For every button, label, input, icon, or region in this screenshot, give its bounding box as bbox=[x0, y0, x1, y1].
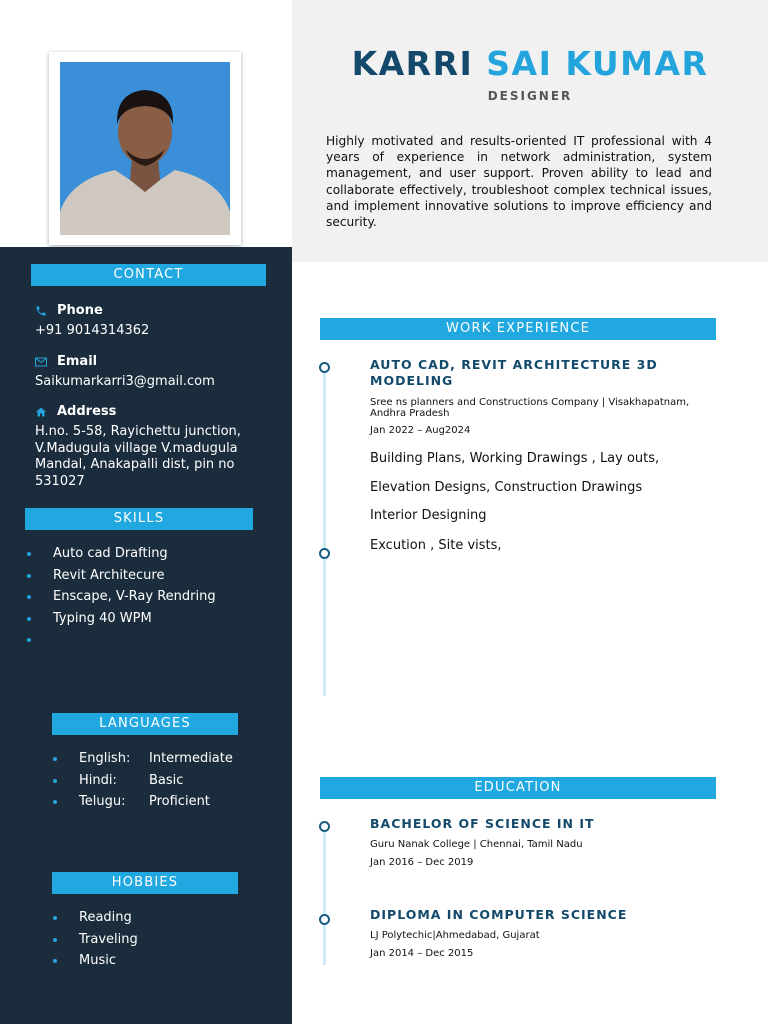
skills-list bbox=[27, 543, 216, 651]
first-name: KARRI bbox=[351, 44, 474, 83]
list-item: Auto cad Drafting bbox=[27, 543, 216, 565]
phone-label-row bbox=[35, 303, 103, 318]
timeline-dot-icon bbox=[319, 914, 330, 925]
job-duty: Interior Designing bbox=[370, 508, 487, 523]
timeline-dot-icon bbox=[319, 821, 330, 832]
education-heading: EDUCATION bbox=[320, 777, 716, 799]
list-item bbox=[27, 629, 216, 651]
bullet-icon bbox=[53, 916, 57, 920]
job-duty: Building Plans, Working Drawings , Lay outs, bbox=[370, 451, 660, 466]
education-timeline bbox=[323, 825, 326, 965]
school-location: LJ Polytechic|Ahmedabad, Gujarat bbox=[370, 930, 540, 941]
profile-photo bbox=[60, 62, 230, 235]
profile-summary: Highly motivated and results-oriented IT professional with 4 years of experience in network administration, system management, and user support. Proven ability to lead and collaborate effectively, troubleshoot complex technical issues, and implement innovative solutions to improve efficiency and security. bbox=[326, 134, 712, 230]
address-text: H.no. 5-58, Rayichettu junction, V.Madugula village V.madugula Mandal, Anakapalli dist, pin no 531027 bbox=[35, 424, 241, 489]
email-address[interactable]: Saikumarkarri3@gmail.com bbox=[35, 374, 215, 389]
bullet-icon bbox=[53, 938, 57, 942]
home-icon bbox=[35, 406, 49, 418]
work-timeline bbox=[323, 366, 326, 696]
job-duty: Excution , Site vists, bbox=[370, 538, 502, 553]
skills-heading: SKILLS bbox=[25, 508, 253, 530]
degree-title: DIPLOMA IN COMPUTER SCIENCE bbox=[370, 907, 628, 922]
languages-heading: LANGUAGES bbox=[52, 713, 238, 735]
job-dates: Jan 2022 – Aug2024 bbox=[370, 425, 471, 436]
bullet-icon bbox=[53, 779, 57, 783]
list-item: Typing 40 WPM bbox=[27, 608, 216, 630]
list-item: Revit Architecure bbox=[27, 565, 216, 587]
bullet-icon bbox=[27, 595, 31, 599]
full-name bbox=[292, 44, 768, 83]
profile-photo-frame bbox=[49, 52, 241, 245]
address-container bbox=[35, 424, 285, 489]
last-name: SAI KUMAR bbox=[486, 44, 709, 83]
phone-icon bbox=[35, 305, 49, 317]
bullet-icon bbox=[27, 552, 31, 556]
phone-number[interactable]: +91 9014314362 bbox=[35, 323, 150, 338]
timeline-dot-icon bbox=[319, 362, 330, 373]
bullet-icon bbox=[27, 617, 31, 621]
job-duty: Elevation Designs, Construction Drawings bbox=[370, 480, 643, 495]
person-portrait-icon bbox=[60, 62, 230, 235]
list-item: Reading bbox=[53, 907, 138, 929]
list-item: Hindi: Basic bbox=[53, 770, 233, 792]
bullet-icon bbox=[27, 574, 31, 578]
list-item: Telugu: Proficient bbox=[53, 791, 233, 813]
company-location: Sree ns planners and Constructions Company | Visakhapatnam, Andhra Pradesh bbox=[370, 397, 690, 419]
bullet-icon bbox=[53, 800, 57, 804]
work-experience-heading: WORK EXPERIENCE bbox=[320, 318, 716, 340]
bullet-icon bbox=[53, 757, 57, 761]
hobbies-heading: HOBBIES bbox=[52, 872, 238, 894]
school-location: Guru Nanak College | Chennai, Tamil Nadu bbox=[370, 839, 583, 850]
list-item: Enscape, V-Ray Rendring bbox=[27, 586, 216, 608]
address-label: Address bbox=[57, 404, 117, 419]
bullet-icon bbox=[53, 959, 57, 963]
email-label-row bbox=[35, 354, 97, 369]
bullet-icon bbox=[27, 638, 31, 642]
job-title: AUTO CAD, REVIT ARCHITECTURE 3D MODELING bbox=[370, 357, 658, 388]
timeline-dot-icon bbox=[319, 548, 330, 559]
list-item: Traveling bbox=[53, 929, 138, 951]
list-item: Music bbox=[53, 950, 138, 972]
address-label-row bbox=[35, 404, 116, 419]
education-dates: Jan 2016 – Dec 2019 bbox=[370, 857, 474, 868]
envelope-icon bbox=[35, 357, 49, 367]
languages-list bbox=[53, 748, 233, 813]
phone-label: Phone bbox=[57, 303, 103, 318]
contact-heading: CONTACT bbox=[31, 264, 266, 286]
degree-title: BACHELOR OF SCIENCE IN IT bbox=[370, 816, 595, 831]
job-role: DESIGNER bbox=[487, 89, 573, 103]
list-item: English: Intermediate bbox=[53, 748, 233, 770]
education-dates: Jan 2014 – Dec 2015 bbox=[370, 948, 474, 959]
email-label: Email bbox=[57, 354, 98, 369]
hobbies-list bbox=[53, 907, 138, 972]
